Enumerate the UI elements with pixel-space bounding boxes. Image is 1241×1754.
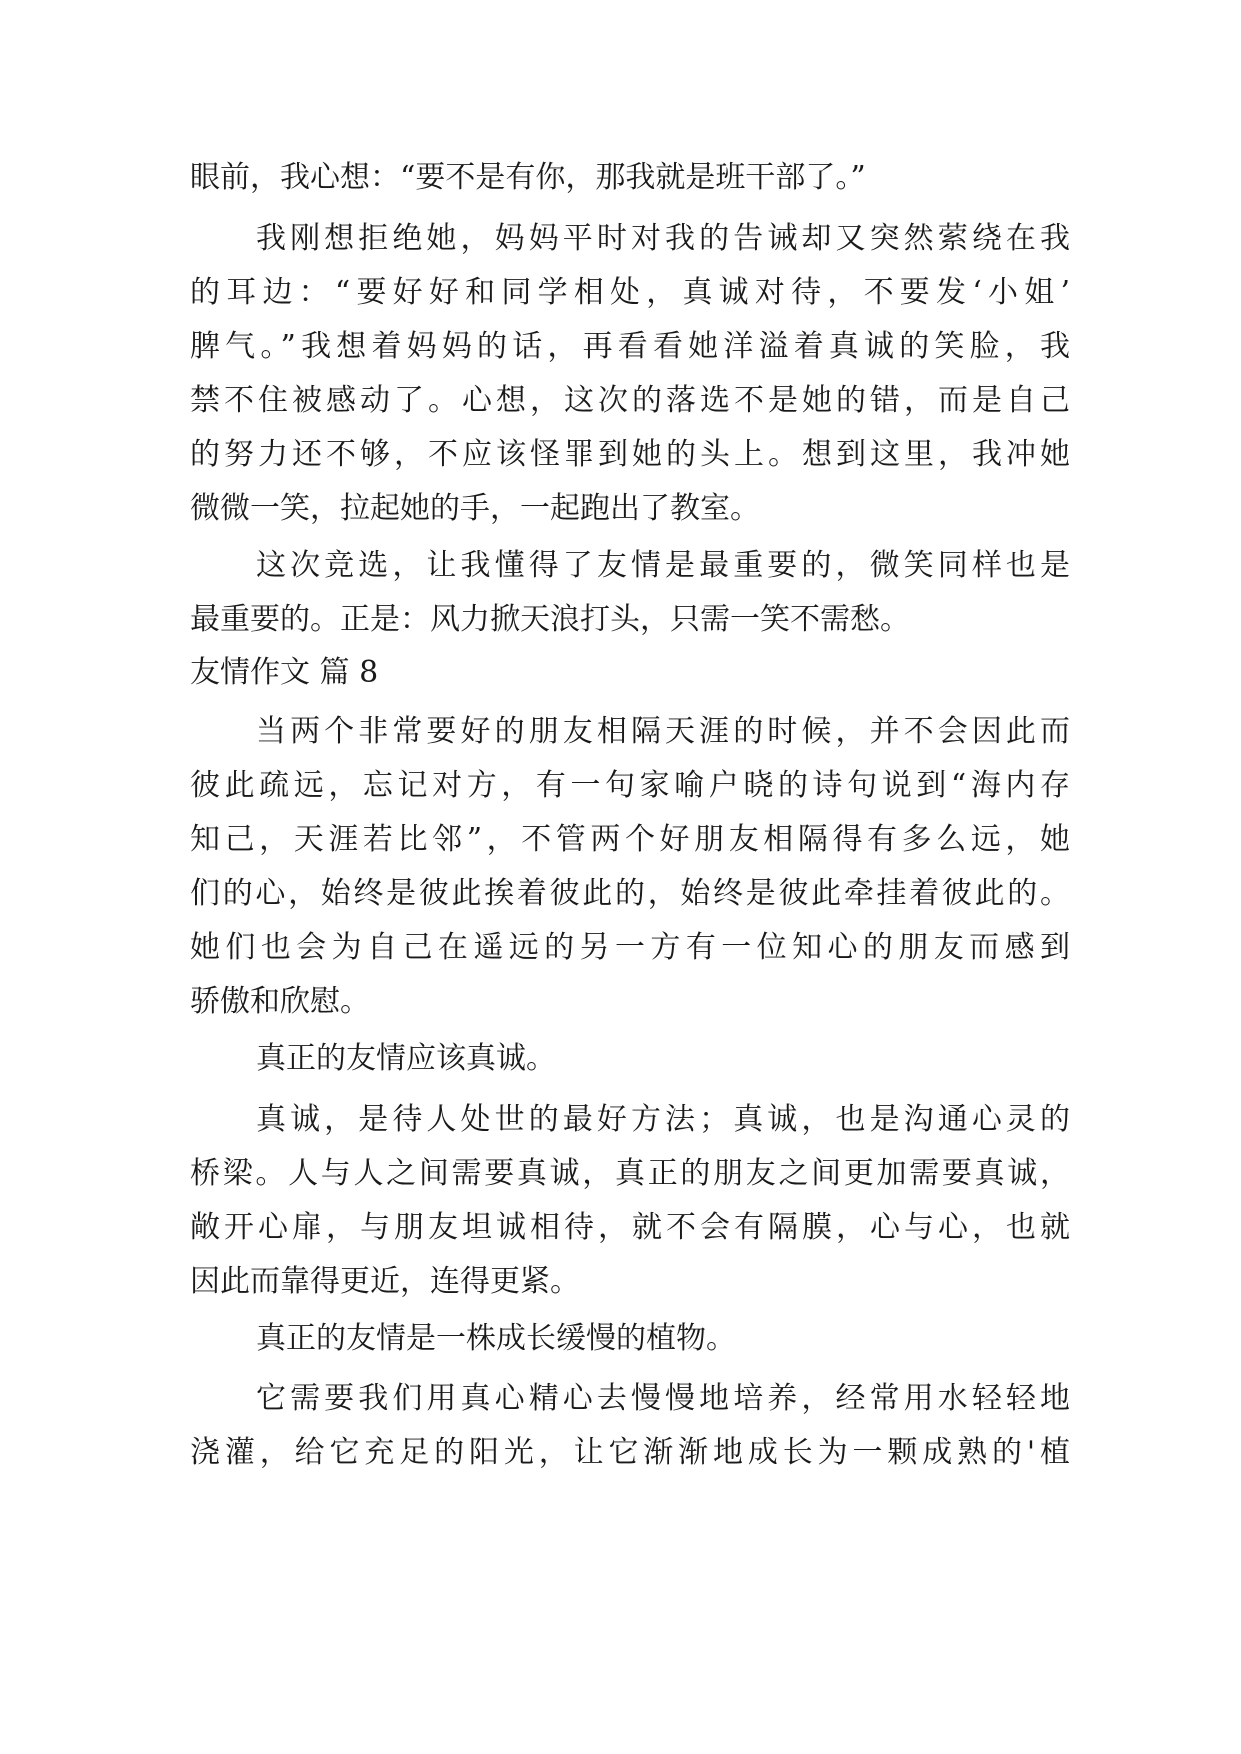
text-line: 的努力还不够，不应该怪罪到她的头上。想到这里，我冲她 bbox=[190, 437, 1070, 472]
text-line: 们的心，始终是彼此挨着彼此的，始终是彼此牵挂着彼此的。 bbox=[190, 876, 1070, 911]
text-line: 骄傲和欣慰。 bbox=[190, 984, 370, 1019]
text-line: 的耳边：“要好好和同学相处，真诚对待，不要发‘小姐’ bbox=[190, 275, 1070, 310]
text-line: 因此而靠得更近，连得更紧。 bbox=[190, 1264, 580, 1299]
text-line: 彼此疏远，忘记对方，有一句家喻户晓的诗句说到“海内存 bbox=[190, 768, 1070, 803]
paragraph-first-line: 真正的友情应该真诚。 bbox=[256, 1041, 556, 1076]
text-line: 眼前，我心想：“要不是有你，那我就是班干部了。” bbox=[190, 160, 866, 195]
paragraph-first-line: 这次竞选，让我懂得了友情是最重要的，微笑同样也是 bbox=[256, 548, 1070, 583]
text-line: 桥梁。人与人之间需要真诚，真正的朋友之间更加需要真诚， bbox=[190, 1156, 1070, 1191]
text-line: 微微一笑，拉起她的手，一起跑出了教室。 bbox=[190, 491, 760, 526]
paragraph-first-line: 我刚想拒绝她，妈妈平时对我的告诫却又突然萦绕在我 bbox=[256, 221, 1070, 256]
section-heading: 友情作文 篇 8 bbox=[190, 655, 379, 690]
text-line: 知己，天涯若比邻”，不管两个好朋友相隔得有多么远，她 bbox=[190, 822, 1070, 857]
paragraph-first-line: 它需要我们用真心精心去慢慢地培养，经常用水轻轻地 bbox=[256, 1381, 1070, 1416]
paragraph-first-line: 当两个非常要好的朋友相隔天涯的时候，并不会因此而 bbox=[256, 714, 1070, 749]
text-line: 脾气。”我想着妈妈的话，再看看她洋溢着真诚的笑脸，我 bbox=[190, 329, 1070, 364]
paragraph-first-line: 真正的友情是一株成长缓慢的植物。 bbox=[256, 1321, 736, 1356]
text-line: 她们也会为自己在遥远的另一方有一位知心的朋友而感到 bbox=[190, 930, 1070, 965]
paragraph-first-line: 真诚，是待人处世的最好方法；真诚，也是沟通心灵的 bbox=[256, 1102, 1070, 1137]
text-line: 禁不住被感动了。心想，这次的落选不是她的错，而是自己 bbox=[190, 383, 1070, 418]
text-line: 最重要的。正是：风力掀天浪打头，只需一笑不需愁。 bbox=[190, 602, 910, 637]
text-line: 敞开心扉，与朋友坦诚相待，就不会有隔膜，心与心，也就 bbox=[190, 1210, 1070, 1245]
text-line: 浇灌，给它充足的阳光，让它渐渐地成长为一颗成熟的'植 bbox=[190, 1435, 1070, 1470]
